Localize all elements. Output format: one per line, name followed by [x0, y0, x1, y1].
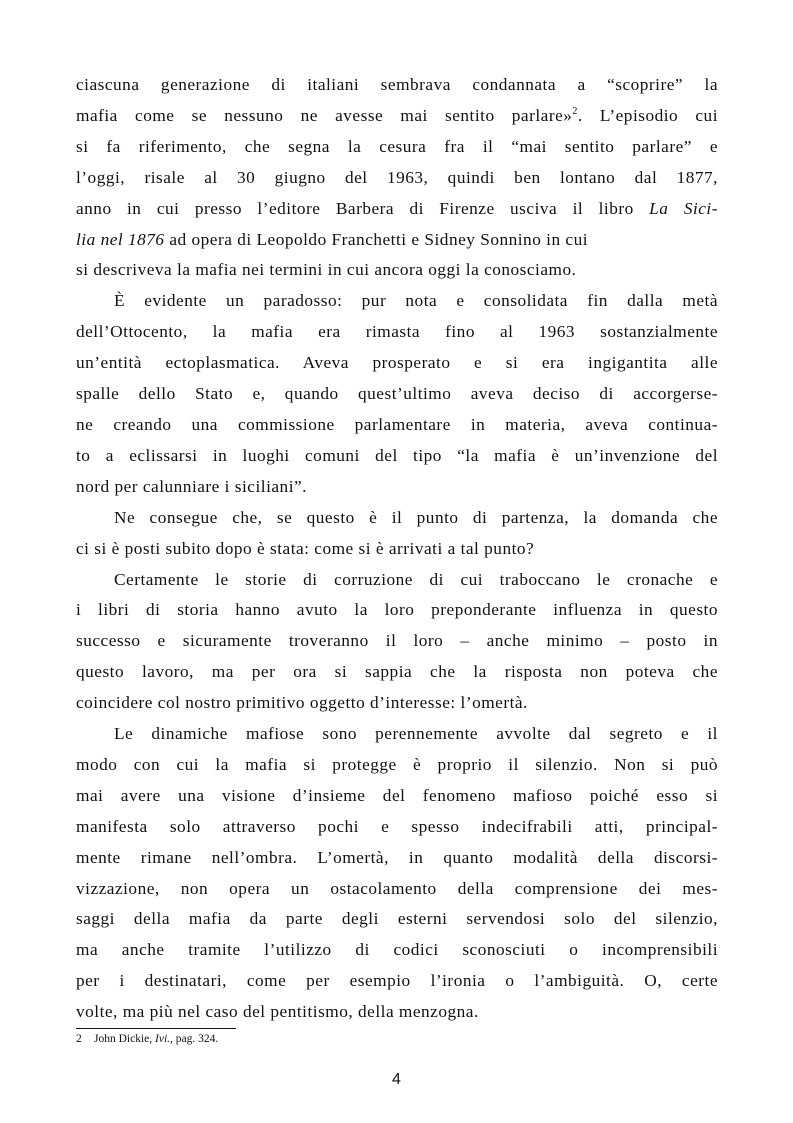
text-line: modo con cui la mafia si protegge è proprio il silenzio. Non si può	[76, 754, 718, 774]
text-segment: mafia come se nessuno ne avesse mai sentito parlare»	[76, 105, 573, 125]
text-line: to a eclissarsi in luoghi comuni del tipo “la mafia è un’invenzione del	[76, 445, 718, 465]
text-line: ma anche tramite l’utilizzo di codici sconosciuti o incomprensibili	[76, 940, 718, 960]
text-line: ciascuna generazione di italiani sembrava condannata a “scoprire” la	[76, 75, 718, 94]
text-line: ne creando una commissione parlamentare in materia, aveva continua-	[76, 414, 718, 434]
text-line: dell’Ottocento, la mafia era rimasta fino al 1963 sostanzialmente	[76, 322, 718, 342]
text-line	[76, 194, 718, 225]
text-line: mente rimane nell’ombra. L’omertà, in quanto modalità della discorsi-	[76, 847, 718, 867]
book-title: La Sici-	[649, 198, 718, 218]
page-number: 4	[392, 1071, 401, 1088]
text-line: i libri di storia hanno avuto la loro preponderante influenza in questo	[76, 600, 718, 620]
book-title: lia nel 1876	[76, 229, 165, 249]
text-line: successo e sicuramente troveranno il loro – anche minimo – posto in	[76, 631, 718, 651]
text-segment: . L’episodio cui	[577, 105, 718, 125]
footnote-text: John Dickie,	[94, 1033, 156, 1045]
text-line: manifesta solo attraverso pochi e spesso indecifrabili atti, principal-	[76, 816, 718, 836]
text-line: questo lavoro, ma per ora si sappia che la risposta non poteva che	[76, 662, 718, 682]
footnote-separator	[76, 1028, 236, 1029]
text-line: vizzazione, non opera un ostacolamento della comprensione dei mes-	[76, 878, 718, 898]
footnote-text: , pag. 324.	[170, 1033, 219, 1045]
footnote-italic: Ivi.	[155, 1033, 171, 1045]
text-segment: anno in cui presso l’editore Barbera di Firenze usciva il libro	[76, 198, 634, 218]
text-line: saggi della mafia da parte degli esterni servendosi solo del silenzio,	[76, 909, 718, 929]
text-line: coincidere col nostro primitivo oggetto d’interesse: l’omertà.	[76, 693, 528, 713]
text-line: volte, ma più nel caso del pentitismo, della menzogna.	[76, 1002, 479, 1022]
text-line: mai avere una visione d’insieme del fenomeno mafioso poiché esso si	[76, 785, 718, 805]
paragraph-first-line: È evidente un paradosso: pur nota e consolidata fin dalla metà	[114, 291, 718, 311]
text-segment: ad opera di Leopoldo Franchetti e Sidney Sonnino in cui	[164, 229, 589, 249]
text-line: nord per calunniare i siciliani”.	[76, 476, 307, 496]
text-line: l’oggi, risale al 30 giugno del 1963, quindi ben lontano dal 1877,	[76, 167, 718, 187]
footnote	[76, 1031, 218, 1047]
text-line: un’entità ectoplasmatica. Aveva prosperato e si era ingigantita alle	[76, 353, 718, 373]
paragraph-first-line: Certamente le storie di corruzione di cui traboccano le cronache e	[114, 569, 718, 589]
footnote-reference[interactable]: 2	[572, 105, 578, 117]
text-line: ci si è posti subito dopo è stata: come si è arrivati a tal punto?	[76, 538, 535, 558]
footnote-number: 2	[76, 1033, 82, 1045]
paragraph-first-line: Le dinamiche mafiose sono perennemente avvolte dal segreto e il	[114, 724, 718, 744]
text-line	[76, 101, 718, 132]
text-line: si fa riferimento, che segna la cesura fra il “mai sentito parlare” e	[76, 136, 718, 156]
body-text	[76, 70, 718, 1028]
paragraph-first-line: Ne consegue che, se questo è il punto di partenza, la domanda che	[114, 507, 718, 527]
text-line: si descriveva la mafia nei termini in cui ancora oggi la conosciamo.	[76, 260, 577, 280]
text-line	[76, 225, 718, 256]
text-line: per i destinatari, come per esempio l’ironia o l’ambiguità. O, certe	[76, 971, 718, 991]
text-line: spalle dello Stato e, quando quest’ultimo aveva deciso di accorgerse-	[76, 384, 718, 404]
